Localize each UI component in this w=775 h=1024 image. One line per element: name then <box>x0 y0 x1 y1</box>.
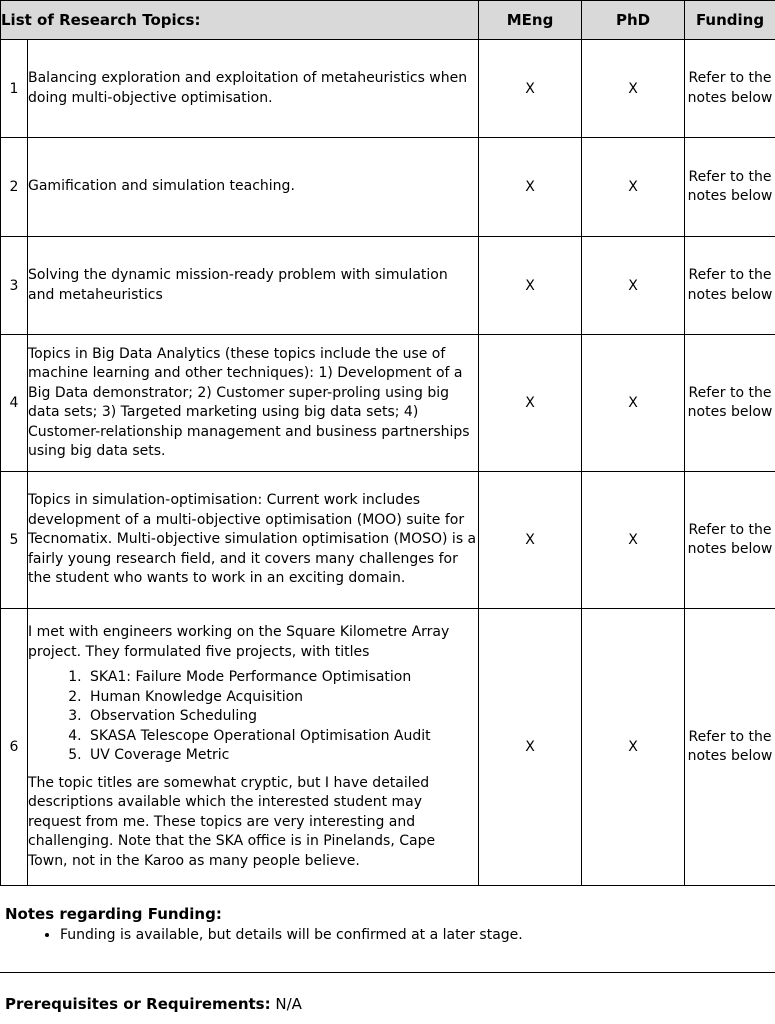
list-item: 1. SKA1: Failure Mode Performance Optimisation <box>86 668 478 688</box>
funding-note: Refer to the notes below <box>685 138 775 237</box>
topic-description: Topics in Big Data Analytics (these topics include the use of machine learning and other techniques): 1) Development of a Big Data demonstrator; 2) Customer super-proling using big data sets; 3) Targeted marketing using big data sets; 4) Customer-relationship management and business partnerships using big data sets. <box>28 335 479 472</box>
notes-heading: Notes regarding Funding: <box>5 905 222 923</box>
list-item: 2. Human Knowledge Acquisition <box>86 688 478 708</box>
table-row <box>1 138 775 237</box>
funding-note: Refer to the notes below <box>685 609 775 886</box>
topic-description: Topics in simulation-optimisation: Current work includes development of a multi-objective optimisation (MOO) suite for Tecnomatix. Multi-objective simulation optimisation (MOSO) is a fairly young research field, and it covers many challenges for the student who wants to work in an exciting domain. <box>28 472 479 609</box>
phd-mark: X <box>582 40 685 138</box>
table-row <box>1 472 775 609</box>
prerequisites <box>5 995 302 1013</box>
phd-mark: X <box>582 472 685 609</box>
table-row <box>1 335 775 472</box>
list-item: 3. Observation Scheduling <box>86 707 478 727</box>
row-number: 5 <box>1 472 28 609</box>
topic-description: Balancing exploration and exploitation of metaheuristics when doing multi-objective optimisation. <box>28 40 479 138</box>
meng-mark: X <box>479 138 582 237</box>
header-phd: PhD <box>582 1 685 40</box>
ska-outro: The topic titles are somewhat cryptic, but I have detailed descriptions available which the interested student may request from me. These topics are very interesting and challenging. Note that the SKA office is in Pinelands, Cape Town, not in the Karoo as many people believe. <box>28 774 436 869</box>
funding-note: Refer to the notes below <box>685 472 775 609</box>
funding-note: Refer to the notes below <box>685 335 775 472</box>
header-funding: Funding <box>685 1 775 40</box>
meng-mark: X <box>479 609 582 886</box>
list-item: • Funding is available, but details will be confirmed at a later stage. <box>60 925 760 945</box>
ska-project-list <box>28 668 478 766</box>
funding-note: Refer to the notes below <box>685 40 775 138</box>
section-divider <box>0 972 775 973</box>
meng-mark: X <box>479 237 582 335</box>
meng-mark: X <box>479 40 582 138</box>
prerequisites-value: N/A <box>275 995 302 1013</box>
row-number: 1 <box>1 40 28 138</box>
list-item: 4. SKASA Telescope Operational Optimisation Audit <box>86 727 478 747</box>
meng-mark: X <box>479 472 582 609</box>
row-number: 2 <box>1 138 28 237</box>
notes-list <box>0 925 760 945</box>
table-row <box>1 237 775 335</box>
topic-description: Solving the dynamic mission-ready problem with simulation and metaheuristics <box>28 237 479 335</box>
phd-mark: X <box>582 335 685 472</box>
header-meng: MEng <box>479 1 582 40</box>
topic-description <box>28 609 479 886</box>
row-number: 3 <box>1 237 28 335</box>
table-header-row <box>1 1 775 40</box>
row-number: 6 <box>1 609 28 886</box>
phd-mark: X <box>582 609 685 886</box>
ska-intro: I met with engineers working on the Square Kilometre Array project. They formulated five projects, with titles <box>28 624 450 660</box>
topic-description: Gamification and simulation teaching. <box>28 138 479 237</box>
row-number: 4 <box>1 335 28 472</box>
list-item: 5. UV Coverage Metric <box>86 746 478 766</box>
phd-mark: X <box>582 237 685 335</box>
prerequisites-label: Prerequisites or Requirements: <box>5 995 271 1013</box>
table-row <box>1 40 775 138</box>
header-topics: List of Research Topics: <box>1 1 479 40</box>
table-row <box>1 609 775 886</box>
meng-mark: X <box>479 335 582 472</box>
funding-note: Refer to the notes below <box>685 237 775 335</box>
phd-mark: X <box>582 138 685 237</box>
